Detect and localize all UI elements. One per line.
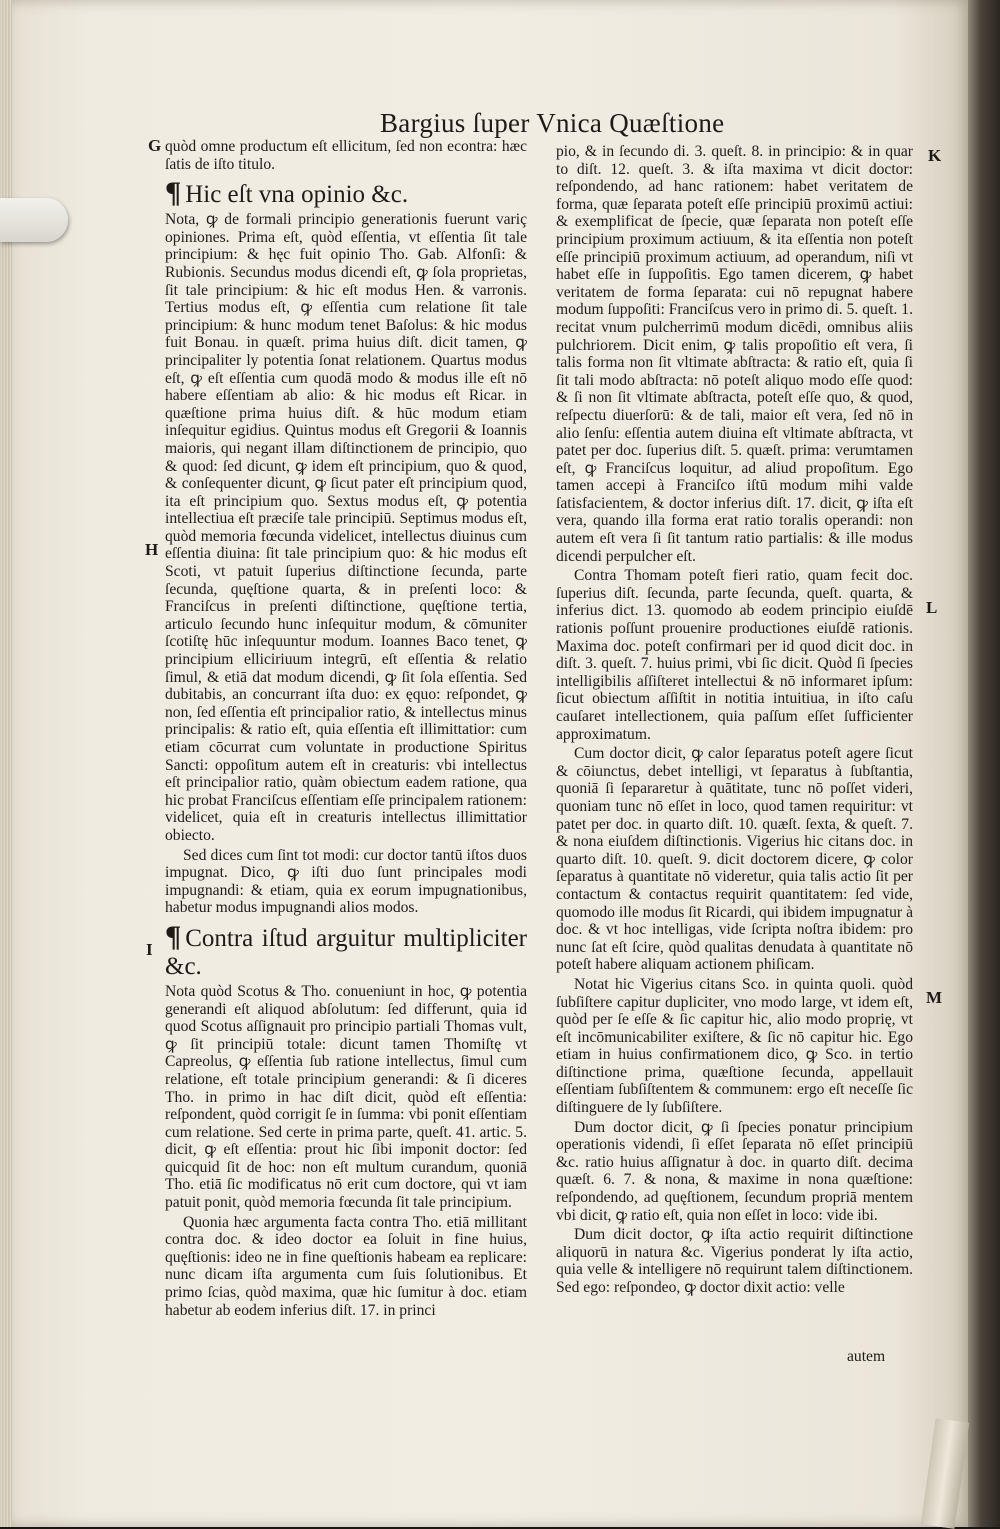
margin-letter-k: K (928, 146, 942, 165)
section-heading-2 (165, 919, 527, 981)
margin-letter-i: I (146, 940, 153, 959)
margin-letter-l: L (926, 598, 938, 617)
margin-letter-g: G (148, 136, 162, 155)
page-tab-marker (0, 198, 68, 242)
pilcrow-icon: ¶ (165, 176, 182, 210)
left-paragraph-3: Sed dices cum ſint tot modi: cur doctor tantū iſtos duos impugnat. Dico, ꝙ iſti duo ſunt principales modi impugnandi: & etiam, quia ex eorum impugnationibus, habetur modus impugnandi alios modos. (165, 846, 527, 917)
right-paragraph-3: Cum doctor dicit, ꝙ calor ſeparatus poteſt agere ſicut & cōiunctus, debet intelligi, vt ſeparatus à ſubſtantia, quoniā ſi ſepararetur à quātitate, tunc nō poſſet videri, quoniam tunc nō eſſet in loco, quod tamen requiritur: vt patet per doc. in quarto diſt. 10. quæſt. ſexta, & queſt. 7. & nona eiuſdem diſtinctionis. Vigerius hic citans doc. in quarto diſt. 10. queſt. 9. dicit doctorem dicere, ꝙ color ſeparatus à quantitate nō videretur, quia talis actio ſit per contactum & contactus requirit quantitatem: ſed vide, quomodo ille modus ſit Ricardi, qui ibidem impugnatur à doc. & vt hoc intelligas, vide ſcripta noſtra ibidem: pro nunc ſat eſt ſcire, quòd qualitas denudata à quantitate nō poteſt habere aliquam actionem phiſicam. (556, 745, 913, 974)
pilcrow-icon: ¶ (165, 919, 182, 953)
right-paragraph-5: Dum doctor dicit, ꝙ ſi ſpecies ponatur principium operationis videndi, ſi eſſet ſeparata nō eſſet principiū &c. ratio huius aſſignatur à doc. in quarto diſt. decima quæſt. 6. 7. & nona, & maxime in nona quæſtione: reſpondendo, ad quęſtionem, ſecundum propriā mentem vbi dicit, ꝙ ratio eſt, quia non eſſet in loco: vide ibi. (556, 1118, 913, 1224)
margin-letter-m: M (926, 988, 943, 1007)
heading-text: Contra iſtud arguitur multipliciter &c. (165, 924, 527, 980)
left-column (165, 138, 527, 1321)
right-paragraph-4: Notat hic Vigerius citans Sco. in quinta quoli. quòd ſubſiſtere capitur dupliciter, vno modo large, vt idem eſt, quòd per ſe eſſe & ſic capitur hic, alio modo proprię, vt eſt incōmunicabiliter exiſtere, & ſic nō capitur hic. Ego etiam in huius confirmationem dico, ꝙ Sco. in tertio diſtinctione prima, quæſtione ſecunda, appellauit eſſentiam ſubſiſtentem & communem: ergo eſt neceſſe ſic diſtinguere de ly ſubſiſtere. (556, 975, 913, 1117)
section-heading-1 (165, 176, 527, 210)
right-column (556, 143, 913, 1299)
left-paragraph-1: quòd omne productum eſt ellicitum, ſed non econtra: hæc ſatis de iſto titulo. (165, 138, 527, 173)
heading-text: Hic eſt vna opinio &c. (185, 181, 409, 209)
running-header: Bargius ſuper Vnica Quæſtione (380, 108, 725, 138)
right-paragraph-1: pio, & in ſecundo di. 3. queſt. 8. in principio: & in quar to diſt. 12. queſt. 3. & iſta maxima vt dicit doctor: reſpondendo, ad hanc rationem: habet veritatem de forma, quæ ſeparata poteſt eſſe principiū proximū actiui: & exemplificat de ſpecie, quæ ſeparata non poteſt eſſe principium proximum actiuum, & ita eſſentia non poteſt eſſe principiū proximum actiuum, ad operandum, niſi vt habet eſſe in ſuppoſitis. Ego tamen dicerem, ꝙ habet veritatem de forma ſeparata: cui nō repugnat habere modum ſuppoſiti: Franciſcus vero in primo di. 5. queſt. 1. recitat vnum pulcherrimū modum dicēdi, omnibus aliis pulchriorem. Dicit enim, ꝙ talis propoſitio eſt vera, ſi talis forma non ſit vltimate abſtracta: & ratio eſt, quia ſi ſit tali modo abſtracta: nō poteſt aliquo modo eſſe quod: & ſi non ſit vltimate abſtracta, poteſt eſſe quo, & quod, reſpectu diuerſorū: & de tali, maior eſt vera, ſed nō in alio ſenſu: eſſentia autem diuina eſt vltimate abſtracta, vt patet per doc. ſuperius diſt. 5. quæſt. prima: verumtamen eſt, ꝙ Franciſcus loquitur, ad aliud propoſitum. Ego tamen accepi à Franciſco iſtū modum mihi valde ſatisfacientem, & doctor inferius diſt. 17. dicit, ꝙ iſta eſt vera, quando illa forma erat ratio toralis operandi: non autem eſt vera ſi ſit tantum ratio partialis: & ille modus dicendi perpulcher eſt. (556, 143, 913, 565)
binding-gutter (968, 0, 1000, 1527)
margin-letter-h: H (145, 540, 159, 559)
left-paragraph-2: Nota, ꝙ de formali principio generationis fuerunt variç opiniones. Prima eſt, quòd eſſentia, vt eſſentia ſit tale principium: & hęc fuit opinio Tho. Gab. Alfonſi: & Rubionis. Secundus modus dicendi eſt, ꝙ ſola proprietas, ſit tale principium: & hic eſt modus Hen. & varronis. Tertius modus eſt, ꝙ eſſentia cum relatione ſit tale principium: & hunc modum tenet Baſolus: & hic modus fuit Bonau. in quæſt. prima huius diſt. dicit tamen, ꝙ principaliter ly potentia ſonat relationem. Quartus modus eſt, ꝙ eſt eſſentia cum quodā modo & modus ille eſt nō habere eſſentiam ab alio: & hic modus eſt Ricar. in quæſtione prima huius diſt. & hūc modum etiam inſequitur egidius. Quintus modus eſt Gregorii & Ioannis maioris, qui negant illam diſtinctionem de principio, quo & quod: ſed dicunt, ꝙ idem eſt principium, quo & quod, & conſequenter dicunt, ꝙ ſicut pater eſt principium quod, ita eſt principium quo. Sextus modus eſt, ꝙ potentia intellectiua eſt præciſe tale principiū. Septimus modus eſt, quòd memoria fœcunda videlicet, intellectus diuinus cum eſſentia diuina: ſit tale principium quo: & hic modus eſt Scoti, vt patuit ſuperius diſtinctione ſecunda, parte ſecunda, quęſtione quarta, & in preſenti loco: & Franciſcus in preſenti diſtinctione, quęſtione tertia, articulo ſecundo hunc inſequitur modum, & cōmuniter ſcotiſtę hūc inſequuntur modum. Ioannes Baco tenet, ꝙ principium elliciriuum integrū, eſt eſſentia & relatio ſimul, & etiā dat modum dicendi, ꝙ ſit ſola eſſentia. Sed dubitabis, an concurrant iſta duo: ex ęquo: reſpondet, ꝙ non, ſed eſſentia eſt principalior ratio, & intellectus minus principalis: & ratio eſt, quia eſſentia eſt illimittatior: cum etiam cōcurrat cum voluntate in productione Spiritus Sancti: oppoſitum autem eſt in creaturis: vbi intellectus eſt principalior ratio, quàm obiectum eadem ratione, qua hic probat Franciſcus eſſentiam eſſe principalem rationem: videlicet, quia eſt in creaturis intellectus illimittatior obiecto. (165, 211, 527, 844)
right-paragraph-2: Contra Thomam poteſt fieri ratio, quam fecit doc. ſuperius diſt. ſecunda, parte ſecunda, queſt. quarta, & inferius dict. 13. quomodo ab eodem principio eiuſdē rationis poſſunt prouenire productiones eiuſdē rationis. Maxima doc. poteſt confirmari per id quod dicit doc. in diſt. 3. queſt. 7. huius primi, vbi ſic dicit. Quòd ſi ſpecies intelligibilis aſſiſteret intellectui & nō informaret ipſum: ſicut obiectum aſſiſtit in notitia intuitiua, in iſto caſu cauſaret intellectionem, quia paſſum eſſet ſufficienter approximatum. (556, 567, 913, 743)
catchword: autem (847, 1348, 886, 1365)
right-paragraph-6: Dum dicit doctor, ꝙ iſta actio requirit diſtinctione aliquorū in natura &c. Vigerius ponderat ly iſta actio, quia velle & intelligere nō requirunt talem diſtinctionem. Sed ego: reſpondeo, ꝙ doctor dixit actio: velle (556, 1226, 913, 1296)
left-paragraph-5: Quonia hæc argumenta facta contra Tho. etiā millitant contra doc. & ideo doctor ea ſoluit in fine huius, quęſtionis: ideo ne in fine queſtionis habeam ea replicare: nunc dicam iſta argumenta cum ſuis ſolutionibus. Et primo ſcias, quòd maxima, quæ hic ſumitur à doc. etiam habetur ab eodem inferius diſt. 17. in princi (165, 1213, 527, 1319)
left-paragraph-4: Nota quòd Scotus & Tho. conueniunt in hoc, ꝙ potentia generandi eſt aliquod abſolutum: ſed differunt, quia id quod Scotus aſſignauit pro principio partiali Thomas vult, ꝙ ſit principiū totale: dicunt tamen Thomiſtę vt Capreolus, ꝙ eſſentia ſub ratione intellectus, ſimul cum relatione, eſt totale principium generandi: & ſi diceres Tho. in primo in hac diſt dicit, quòd eſt eſſentia: reſpondent, quòd corrigit ſe in ſumma: vbi ponit eſſentiam cum relatione. Sed certe in prima parte, queſt. 41. artic. 5. dicit, ꝙ eſt eſſentia: prout hic ſibi imponit doctor: ſed quicquid ſit de hoc: non eſt multum curandum, quoniā Tho. etiā ſic modificatus nō erit cum doctore, qui vt iam patuit ponit, quòd memoria fœcunda ſit tale principium. (165, 982, 527, 1212)
